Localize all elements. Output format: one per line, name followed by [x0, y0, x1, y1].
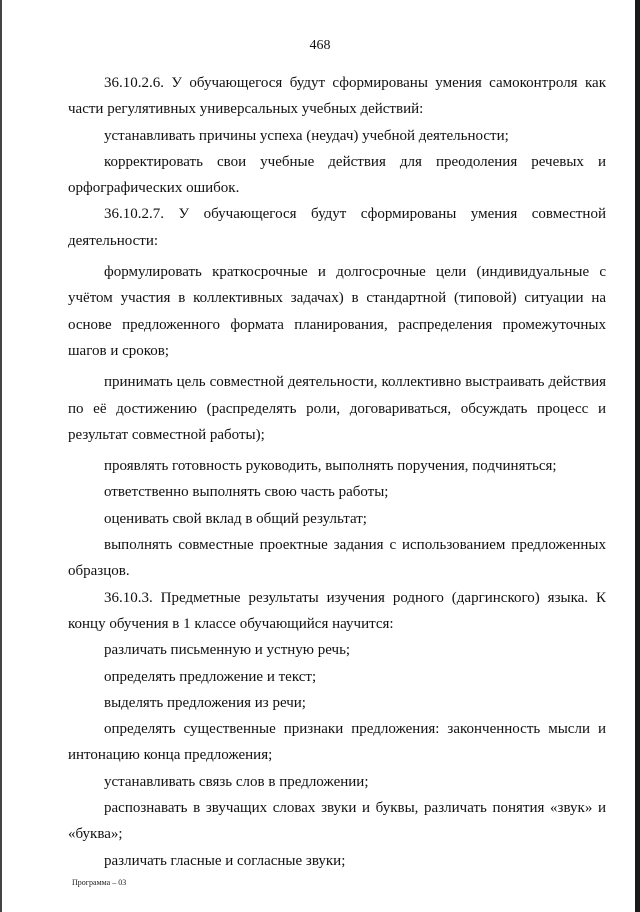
paragraph: определять предложение и текст;: [104, 668, 317, 685]
scan-edge-left: [0, 0, 2, 912]
paragraph: устанавливать причины успеха (неудач) учебной деятельности;: [104, 127, 509, 144]
page-number: 468: [309, 38, 331, 53]
paragraph: проявлять готовность руководить, выполнять поручения, подчиняться;: [104, 458, 557, 475]
paragraph: 36.10.2.6. У обучающегося будут сформированы умения самоконтроля как части регулятивных универсальных учебных действий:: [68, 75, 606, 118]
paragraph: 36.10.2.7. У обучающегося будут сформированы умения совместной деятельности:: [68, 206, 606, 249]
paragraph: выделять предложения из речи;: [104, 694, 306, 711]
paragraph: 36.10.3. Предметные результаты изучения родного (даргинского) языка. К концу обучения в 1 классе обучающийся научится:: [68, 589, 606, 632]
paragraph: ответственно выполнять свою часть работы;: [104, 484, 389, 501]
paragraph: выполнять совместные проектные задания с использованием предложенных образцов.: [68, 537, 606, 580]
footer-label: Программа – 03: [72, 878, 127, 887]
paragraph: определять существенные признаки предложения: законченность мысли и интонацию конца предложения;: [68, 721, 606, 764]
paragraph: распознавать в звучащих словах звуки и буквы, различать понятия «звук» и «буква»;: [68, 800, 606, 843]
scan-edge-right: [635, 0, 640, 912]
body-text: [68, 70, 606, 874]
paragraph: оценивать свой вклад в общий результат;: [104, 510, 367, 527]
paragraph: устанавливать связь слов в предложении;: [104, 773, 369, 790]
paragraph: различать гласные и согласные звуки;: [104, 852, 346, 869]
paragraph: корректировать свои учебные действия для преодоления речевых и орфографических ошибок.: [68, 153, 606, 197]
paragraph: принимать цель совместной деятельности, коллективно выстраивать действия по её достижению (распределять роли, договариваться, обсуждать процесс и результат совместной работы);: [68, 374, 606, 443]
paragraph: формулировать краткосрочные и долгосрочные цели (индивидуальные с учётом участия в коллективных задачах) в стандартной (типовой) ситуации на основе предложенного формата планирования, распределения промежуточных шагов и сроков;: [68, 264, 606, 359]
paragraph: различать письменную и устную речь;: [104, 642, 351, 659]
